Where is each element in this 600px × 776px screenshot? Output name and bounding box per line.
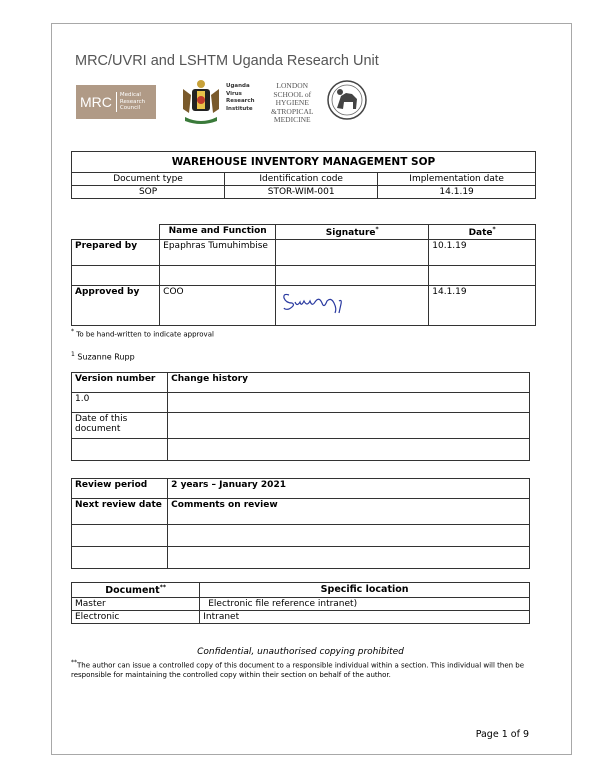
uvri-line: Research	[226, 98, 255, 104]
approval-footnote-text: To be hand-written to indicate approval	[76, 330, 214, 339]
empty-cell	[168, 525, 530, 547]
signature-footnote-mark: *	[375, 226, 379, 233]
mrc-line: Council	[119, 105, 141, 112]
prepared-by-name: Epaphras Tumuhimbise	[160, 240, 276, 266]
approved-by-date: 14.1.19	[429, 286, 536, 326]
prepared-by-date: 10.1.19	[429, 240, 536, 266]
review-table	[71, 478, 530, 569]
document-footnote-mark: **	[159, 584, 166, 591]
uvri-line: Virus	[226, 90, 242, 97]
document-type-value: SOP	[72, 186, 225, 199]
document-distribution-table	[71, 582, 530, 624]
uvri-line: Institute	[226, 105, 253, 112]
mrc-logo-subtext	[116, 92, 145, 112]
empty-cell	[168, 547, 530, 569]
mrc-logo-text: MRC	[80, 94, 112, 110]
date-header	[429, 225, 536, 240]
controlled-copy-footnote-text: The author can issue a controlled copy of this document to a responsible individual within a section. This individual will then be responsible for maintaining the controlled copy within their section on behalf of the author.	[71, 661, 525, 680]
empty-cell	[160, 266, 276, 286]
signer-name: Suzanne Rupp	[77, 352, 135, 362]
confidential-notice: Confidential, unauthorised copying prohibited	[197, 647, 404, 657]
document-type-header: Document type	[72, 173, 225, 186]
date-header-label: Date	[468, 228, 493, 238]
electronic-location: Intranet	[200, 611, 530, 624]
footnote-mark: **	[71, 659, 77, 666]
logo-bar	[76, 78, 366, 126]
signer-footnote	[71, 351, 135, 362]
uvri-logo-text	[226, 83, 255, 113]
empty-corner	[72, 225, 160, 240]
next-review-date-label: Next review date	[72, 499, 168, 525]
footnote-mark: 1	[71, 351, 75, 358]
uganda-crest-icon	[177, 79, 225, 125]
lshtm-crest-icon	[326, 78, 368, 122]
prepared-by-signature	[276, 240, 429, 266]
mrc-line: Medical	[119, 92, 141, 99]
uvri-line: Uganda	[226, 83, 250, 89]
approval-footnote	[71, 328, 214, 338]
approved-by-label: Approved by	[72, 286, 160, 326]
implementation-date-header: Implementation date	[378, 173, 536, 186]
change-history-header: Change history	[168, 373, 530, 393]
version-history-table	[71, 372, 530, 461]
approved-by-signature	[276, 286, 429, 326]
mrc-line: Research	[119, 98, 146, 105]
comments-on-review-label: Comments on review	[168, 499, 530, 525]
version-number-value: 1.0	[72, 393, 168, 413]
date-footnote-mark: *	[492, 226, 496, 233]
name-function-header: Name and Function	[160, 225, 276, 240]
change-history-value	[168, 393, 530, 413]
document-header-label: Document	[105, 585, 160, 597]
empty-cell	[72, 547, 168, 569]
empty-cell	[72, 525, 168, 547]
lshtm-line: HYGIENE	[275, 98, 309, 107]
version-number-header: Version number	[72, 373, 168, 393]
lshtm-line: MEDICINE	[273, 115, 311, 124]
date-of-document-label: Date of this document	[72, 413, 168, 439]
handwritten-signature-icon	[279, 287, 359, 315]
lshtm-logo-text	[271, 82, 314, 125]
sop-title-table	[71, 151, 536, 199]
master-label: Master	[72, 598, 200, 611]
document-header	[72, 583, 200, 598]
empty-cell	[168, 439, 530, 461]
electronic-label: Electronic	[72, 611, 200, 624]
unit-header: MRC/UVRI and LSHTM Uganda Research Unit	[75, 53, 379, 69]
empty-cell	[72, 439, 168, 461]
review-period-label: Review period	[72, 479, 168, 499]
review-period-value: 2 years – January 2021	[168, 479, 530, 499]
footnote-mark: *	[71, 328, 74, 335]
signature-table	[71, 224, 536, 326]
lshtm-line: &TROPICAL	[271, 106, 314, 116]
prepared-by-label: Prepared by	[72, 240, 160, 266]
approved-by-name: COO	[160, 286, 276, 326]
signature-header	[276, 225, 429, 240]
master-location: Electronic file reference intranet)	[200, 598, 530, 611]
signature-header-label: Signature	[325, 228, 376, 238]
lshtm-line: SCHOOL of	[273, 89, 312, 99]
empty-cell	[276, 266, 429, 286]
identification-code-value: STOR-WIM-001	[225, 186, 378, 199]
mrc-logo	[76, 85, 156, 119]
identification-code-header: Identification code	[225, 173, 378, 186]
lshtm-line: LONDON	[276, 81, 309, 90]
sop-title: WAREHOUSE INVENTORY MANAGEMENT SOP	[72, 152, 536, 173]
implementation-date-value: 14.1.19	[378, 186, 536, 199]
controlled-copy-footnote	[71, 658, 531, 680]
empty-cell	[72, 266, 160, 286]
date-of-document-value	[168, 413, 530, 439]
page-number: Page 1 of 9	[475, 729, 529, 740]
specific-location-header: Specific location	[200, 583, 530, 598]
empty-cell	[429, 266, 536, 286]
